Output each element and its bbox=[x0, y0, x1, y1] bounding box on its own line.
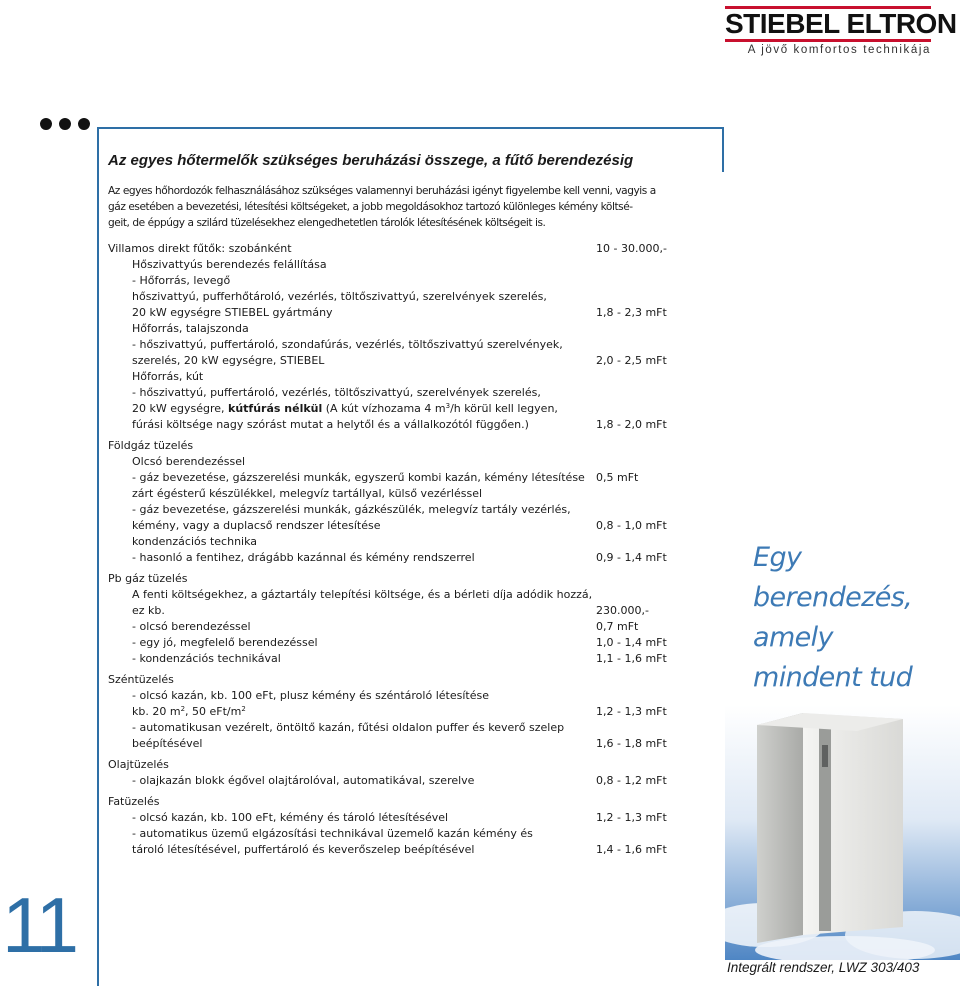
cost-item-text: fúrási költsége nagy szórást mutat a helytől és a vállalkozótól függően.) bbox=[132, 418, 529, 431]
slogan-line: amely bbox=[753, 622, 833, 653]
bullet-dots bbox=[40, 118, 90, 130]
slogan-line: Egy bbox=[753, 542, 802, 573]
dot-icon bbox=[59, 118, 71, 130]
cost-row bbox=[108, 518, 708, 534]
intro-line: Az egyes hőhordozók felhasználásához szükséges valamennyi beruházási igényt figyelembe kell venni, vagyis a bbox=[108, 185, 656, 197]
cost-item-text: - hőszivattyú, puffertároló, szondafúrás, vezérlés, töltőszivattyú szerelvények, bbox=[132, 338, 563, 351]
brand-tagline: A jövő komfortos technikája bbox=[747, 44, 931, 56]
cost-row bbox=[108, 417, 708, 433]
heat-pump-unit-illustration bbox=[725, 705, 960, 960]
cost-row bbox=[108, 305, 708, 321]
intro-paragraph bbox=[108, 183, 708, 231]
cost-value: 1,4 - 1,6 mFt bbox=[596, 843, 667, 856]
intro-line: geit, de éppúgy a szilárd tüzelésekhez elengedhetetlen tárolók létesítésének költségeit is. bbox=[108, 217, 546, 229]
cost-value: 0,8 - 1,2 mFt bbox=[596, 774, 667, 787]
dot-icon bbox=[78, 118, 90, 130]
cost-item-text: zárt égésterű készülékkel, melegvíz tartállyal, külső vezérléssel bbox=[132, 487, 483, 500]
cost-item-text: kb. 20 $m^2$, 50 eFt/$m^2$ bbox=[132, 705, 246, 718]
section-heading-row bbox=[108, 438, 708, 454]
cost-value: 1,2 - 1,3 mFt bbox=[596, 705, 667, 718]
slogan bbox=[753, 538, 912, 698]
cost-item-text: Földgáz tüzelés bbox=[108, 439, 194, 452]
section-heading-row bbox=[108, 794, 708, 810]
cost-row bbox=[108, 587, 708, 603]
cost-row bbox=[108, 651, 708, 667]
cost-item-text: - kondenzációs technikával bbox=[132, 652, 281, 665]
cost-row bbox=[108, 470, 708, 486]
cost-row bbox=[108, 454, 708, 470]
cost-row bbox=[108, 273, 708, 289]
cost-item-text: - Hőforrás, levegő bbox=[132, 274, 231, 287]
cost-value: 0,7 mFt bbox=[596, 620, 639, 633]
cost-value: 0,8 - 1,0 mFt bbox=[596, 519, 667, 532]
slogan-line: mindent tud bbox=[753, 662, 913, 693]
cost-item-text: - automatikusan vezérelt, öntöltő kazán, fűtési oldalon puffer és keverő szelep bbox=[132, 721, 565, 734]
cost-row bbox=[108, 289, 708, 305]
image-caption: Integrált rendszer, LWZ 303/403 bbox=[727, 960, 920, 975]
cost-item-text: Pb gáz tüzelés bbox=[108, 572, 188, 585]
cost-value: 1,6 - 1,8 mFt bbox=[596, 737, 667, 750]
page-number: 11 bbox=[2, 881, 75, 969]
cost-value: 1,0 - 1,4 mFt bbox=[596, 636, 667, 649]
cost-row bbox=[108, 810, 708, 826]
frame-right-tick bbox=[722, 127, 724, 172]
cost-row bbox=[108, 502, 708, 518]
cost-value: 1,1 - 1,6 mFt bbox=[596, 652, 667, 665]
frame-top-line bbox=[97, 127, 723, 129]
cost-row bbox=[108, 619, 708, 635]
cost-item-text: - olajkazán blokk égővel olajtárolóval, automatikával, szerelve bbox=[132, 774, 475, 787]
cost-item-text: Széntüzelés bbox=[108, 673, 174, 686]
cost-item-text: - hőszivattyú, puffertároló, vezérlés, töltőszivattyú, szerelvények szerelés, bbox=[132, 386, 541, 399]
cost-row bbox=[108, 842, 708, 858]
cost-value: 230.000,- bbox=[596, 604, 649, 617]
cost-item-text: Hőforrás, kút bbox=[132, 370, 204, 383]
cost-item-text: Villamos direkt fűtők: szobánként bbox=[108, 242, 292, 255]
cost-item-text: - egy jó, megfelelő berendezéssel bbox=[132, 636, 318, 649]
cost-row bbox=[108, 773, 708, 789]
cost-row bbox=[108, 369, 708, 385]
cost-value: 1,2 - 1,3 mFt bbox=[596, 811, 667, 824]
cost-row bbox=[108, 603, 708, 619]
cost-item-text: - gáz bevezetése, gázszerelési munkák, gázkészülék, melegvíz tartály vezérlés, bbox=[132, 503, 571, 516]
cost-value: 0,5 mFt bbox=[596, 471, 639, 484]
cost-row bbox=[108, 720, 708, 736]
cost-item-text: - olcsó berendezéssel bbox=[132, 620, 251, 633]
cost-row bbox=[108, 257, 708, 273]
cost-row bbox=[108, 550, 708, 566]
cost-value: 1,8 - 2,0 mFt bbox=[596, 418, 667, 431]
cost-row bbox=[108, 704, 708, 720]
section-heading-row bbox=[108, 672, 708, 688]
frame-left-line bbox=[97, 127, 99, 986]
section-heading-row bbox=[108, 241, 708, 257]
cost-sections bbox=[108, 241, 708, 858]
cost-item-text: - olcsó kazán, kb. 100 eFt, plusz kémény és széntároló létesítése bbox=[132, 689, 489, 702]
cost-item-text: Fatüzelés bbox=[108, 795, 160, 808]
cost-item-text: kémény, vagy a duplacső rendszer létesítése bbox=[132, 519, 381, 532]
cost-item-text: A fenti költségekhez, a gáztartály telepítési költsége, és a bérleti díja adódik hozzá, bbox=[132, 588, 593, 601]
cost-item-text: - gáz bevezetése, gázszerelési munkák, egyszerű kombi kazán, kémény létesítése bbox=[132, 471, 585, 484]
cost-row bbox=[108, 385, 708, 401]
cost-row bbox=[108, 534, 708, 550]
cost-item-text: Olajtüzelés bbox=[108, 758, 169, 771]
cost-item-text: 20 kW egységre STIEBEL gyártmány bbox=[132, 306, 333, 319]
cost-item-text: - olcsó kazán, kb. 100 eFt, kémény és tároló létesítésével bbox=[132, 811, 449, 824]
cost-value: 0,9 - 1,4 mFt bbox=[596, 551, 667, 564]
section-heading-row bbox=[108, 571, 708, 587]
cost-item-text: szerelés, 20 kW egységre, STIEBEL bbox=[132, 354, 325, 367]
cost-row bbox=[108, 826, 708, 842]
cost-row bbox=[108, 401, 708, 417]
cost-row bbox=[108, 337, 708, 353]
page-title: Az egyes hőtermelők szükséges beruházási összege, a fűtő berendezésig bbox=[108, 152, 634, 169]
cost-row bbox=[108, 688, 708, 704]
cost-item-text: - hasonló a fentihez, drágább kazánnal és kémény rendszerrel bbox=[132, 551, 475, 564]
brand-name: STIEBEL ELTRON bbox=[725, 8, 957, 39]
cost-row bbox=[108, 635, 708, 651]
cost-item-text: - automatikus üzemű elgázosítási technikával üzemelő kazán kémény és bbox=[132, 827, 533, 840]
cost-item-text: ez kb. bbox=[132, 604, 165, 617]
cost-item-text: kondenzációs technika bbox=[132, 535, 258, 548]
cost-row bbox=[108, 736, 708, 752]
cost-value: 2,0 - 2,5 mFt bbox=[596, 354, 667, 367]
cost-item-text: 20 kW egységre, kútfúrás nélkül (A kút vízhozama 4 $m^3/h$ körül kell legyen, bbox=[132, 402, 558, 415]
cost-value: 10 - 30.000,- bbox=[596, 242, 667, 255]
cost-item-text: Hőforrás, talajszonda bbox=[132, 322, 249, 335]
cost-item-text: Hőszivattyús berendezés felállítása bbox=[132, 258, 327, 271]
slogan-line: berendezés, bbox=[753, 582, 913, 613]
cost-item-text: tároló létesítésével, puffertároló és keverőszelep beépítésével bbox=[132, 843, 475, 856]
cost-item-text: beépítésével bbox=[132, 737, 203, 750]
brand-logo bbox=[725, 6, 957, 56]
main-content bbox=[108, 152, 708, 858]
cost-row bbox=[108, 353, 708, 369]
product-image bbox=[725, 705, 960, 960]
section-heading-row bbox=[108, 757, 708, 773]
cost-row bbox=[108, 321, 708, 337]
cost-item-text: Olcsó berendezéssel bbox=[132, 455, 246, 468]
cost-value: 1,8 - 2,3 mFt bbox=[596, 306, 667, 319]
logo-bottom-bar bbox=[725, 39, 931, 42]
intro-line: gáz esetében a bevezetési, létesítési költségeket, a jobb megoldásokhoz tartozó különleges kémény költsé- bbox=[108, 201, 633, 213]
cost-item-text: hőszivattyú, pufferhőtároló, vezérlés, töltőszivattyú, szerelvények szerelés, bbox=[132, 290, 547, 303]
dot-icon bbox=[40, 118, 52, 130]
cost-row bbox=[108, 486, 708, 502]
